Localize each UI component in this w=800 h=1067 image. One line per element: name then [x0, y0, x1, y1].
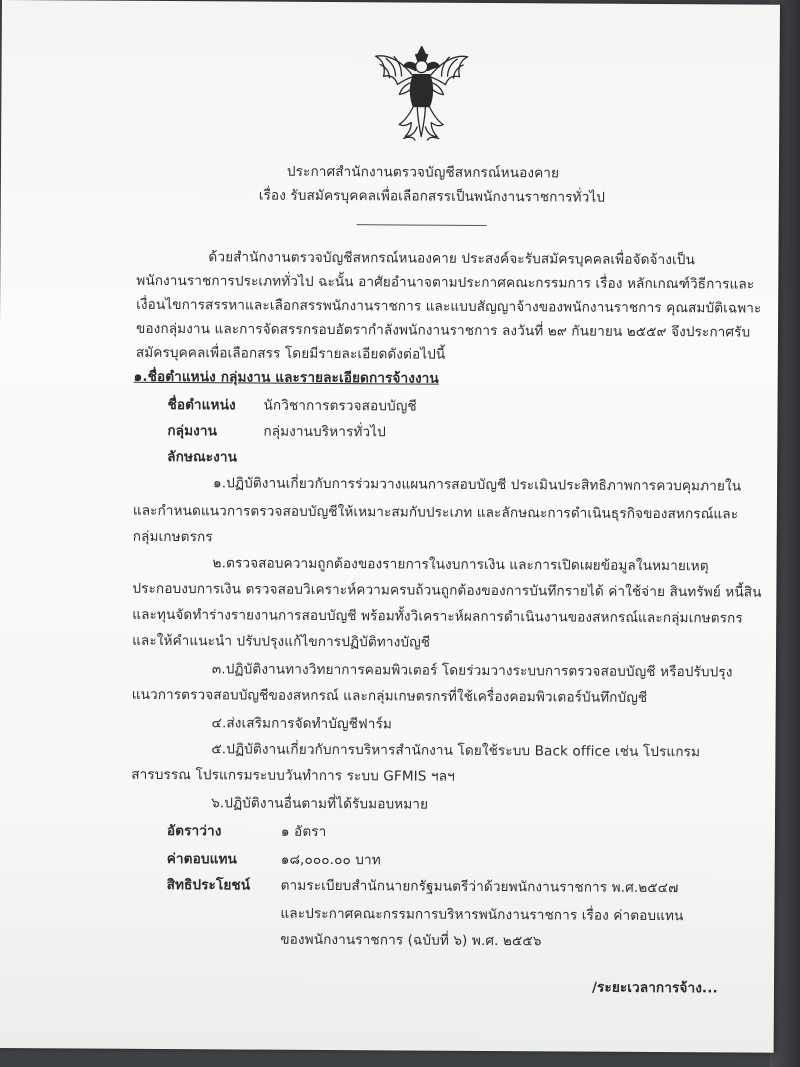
title-divider [357, 224, 487, 226]
duty-line: และทุนจัดทำร่างรายงานการสอบบัญชี พร้อมทั้งวิเคราะห์ผลการดำเนินงานของสหกรณ์และกลุ่มเกษตรกร [132, 606, 743, 627]
duty-line: และให้คำแนะนำ ปรับปรุงแก้ไขการปฏิบัติทางบัญชี [132, 632, 431, 651]
duties-label: ลักษณะงาน [167, 449, 238, 466]
benefit-line: ของพนักงานราชการ (ฉบับที่ ๖) พ.ศ. ๒๕๕๖ [280, 931, 542, 950]
duty-line: ๒.ตรวจสอบความถูกต้องของรายการในงบการเงิน และการเปิดเผยข้อมูลในหมายเหตุ [212, 555, 709, 575]
intro-line: สมัครบุคคลเพื่อเลือกสรร โดยมีรายละเอียดดังต่อไปนี้ [135, 344, 446, 363]
pay-label: ค่าตอบแทน [166, 851, 237, 868]
benefit-line: ตามระเบียบสำนักนายกรัฐมนตรีว่าด้วยพนักงานราชการ พ.ศ.๒๕๔๗ [280, 877, 679, 897]
intro-line: เงื่อนไขการสรรหาและเลือกสรรพนักงานราชการ และแบบสัญญาจ้างของพนักงานราชการ คุณสมบัติเฉพาะ [136, 296, 762, 317]
position-value: นักวิชาการตรวจสอบบัญชี [263, 397, 417, 415]
duty-line: ๖.ปฏิบัติงานอื่นตามที่ได้รับมอบหมาย [211, 795, 429, 813]
group-value: กลุ่มงานบริหารทั่วไป [263, 423, 386, 441]
duty-line: กลุ่มเกษตรกร [132, 528, 213, 546]
duty-line: ๕.ปฏิบัติงานเกี่ยวกับการบริหารสำนักงาน โดยใช้ระบบ Back office เช่น โปรแกรม [211, 741, 701, 761]
duty-line: ๑.ปฏิบัติงานเกี่ยวกับการร่วมวางแผนการสอบบัญชี ประเมินประสิทธิภาพการควบคุมภายใน [213, 475, 742, 495]
benefit-label: สิทธิประโยชน์ [166, 877, 251, 894]
garuda-emblem [373, 42, 470, 147]
duty-line: ๔.ส่งเสริมการจัดทำบัญชีฟาร์ม [211, 715, 392, 733]
intro-line: ด้วยสำนักงานตรวจบัญชีสหกรณ์หนองคาย ประสงค์จะรับสมัครบุคคลเพื่อจัดจ้างเป็น [208, 249, 695, 269]
vacancy-label: อัตราว่าง [166, 823, 222, 840]
duty-line: แนวการตรวจสอบบัญชีของสหกรณ์ และกลุ่มเกษตรกรที่ใช้เครื่องคอมพิวเตอร์บันทึกบัญชี [131, 686, 648, 706]
document-subject: เรื่อง รับสมัครบุคคลเพื่อเลือกสรรเป็นพนักงานราชการทั่วไป [258, 187, 606, 206]
duty-line: และกำหนดแนวการตรวจสอบบัญชีให้เหมาะสมกับประเภท และลักษณะการดำเนินธุรกิจของสหกรณ์และ [132, 502, 739, 523]
section-1-heading: ๑.ชื่อตำแหน่ง กลุ่มงาน และรายละเอียดการจ้างงาน [133, 368, 439, 387]
document-title: ประกาศสำนักงานตรวจบัญชีสหกรณ์หนองคาย [286, 163, 560, 182]
duty-line: ๓.ปฏิบัติงานทางวิทยาการคอมพิวเตอร์ โดยร่วมวางระบบการตรวจสอบบัญชี หรือปรับปรุง [211, 661, 733, 681]
pay-value: ๑๘,๐๐๐.๐๐ บาท [280, 851, 381, 869]
intro-line: พนักงานราชการประเภททั่วไป ฉะนั้น อาศัยอำนาจตามประกาศคณะกรรมการ เรื่อง หลักเกณฑ์วิธีการและ [136, 272, 755, 293]
group-label: กลุ่มงาน [167, 423, 218, 440]
continued-note: /ระยะเวลาการจ้าง... [591, 979, 718, 997]
benefit-line: และประกาศคณะกรรมการบริหารพนักงานราชการ เรื่อง ค่าตอบแทน [280, 905, 684, 925]
position-label: ชื่อตำแหน่ง [167, 397, 236, 414]
duty-line: ประกอบงบการเงิน ตรวจสอบวิเคราะห์ความครบถ้วนถูกต้องของการบันทึกรายได้ ค่าใช้จ่าย สินทรัพย์ หนี้สิน [132, 580, 762, 601]
duty-line: สารบรรณ โปรแกรมระบบวันทำการ ระบบ GFMIS ฯลฯ [131, 766, 455, 785]
vacancy-value: ๑ อัตรา [280, 823, 327, 840]
intro-line: ของกลุ่มงาน และการจัดสรรกรอบอัตรากำลังพนักงานราชการ ลงวันที่ ๒๙ กันยายน ๒๕๕๙ จึงประกาศรับ [135, 320, 751, 341]
